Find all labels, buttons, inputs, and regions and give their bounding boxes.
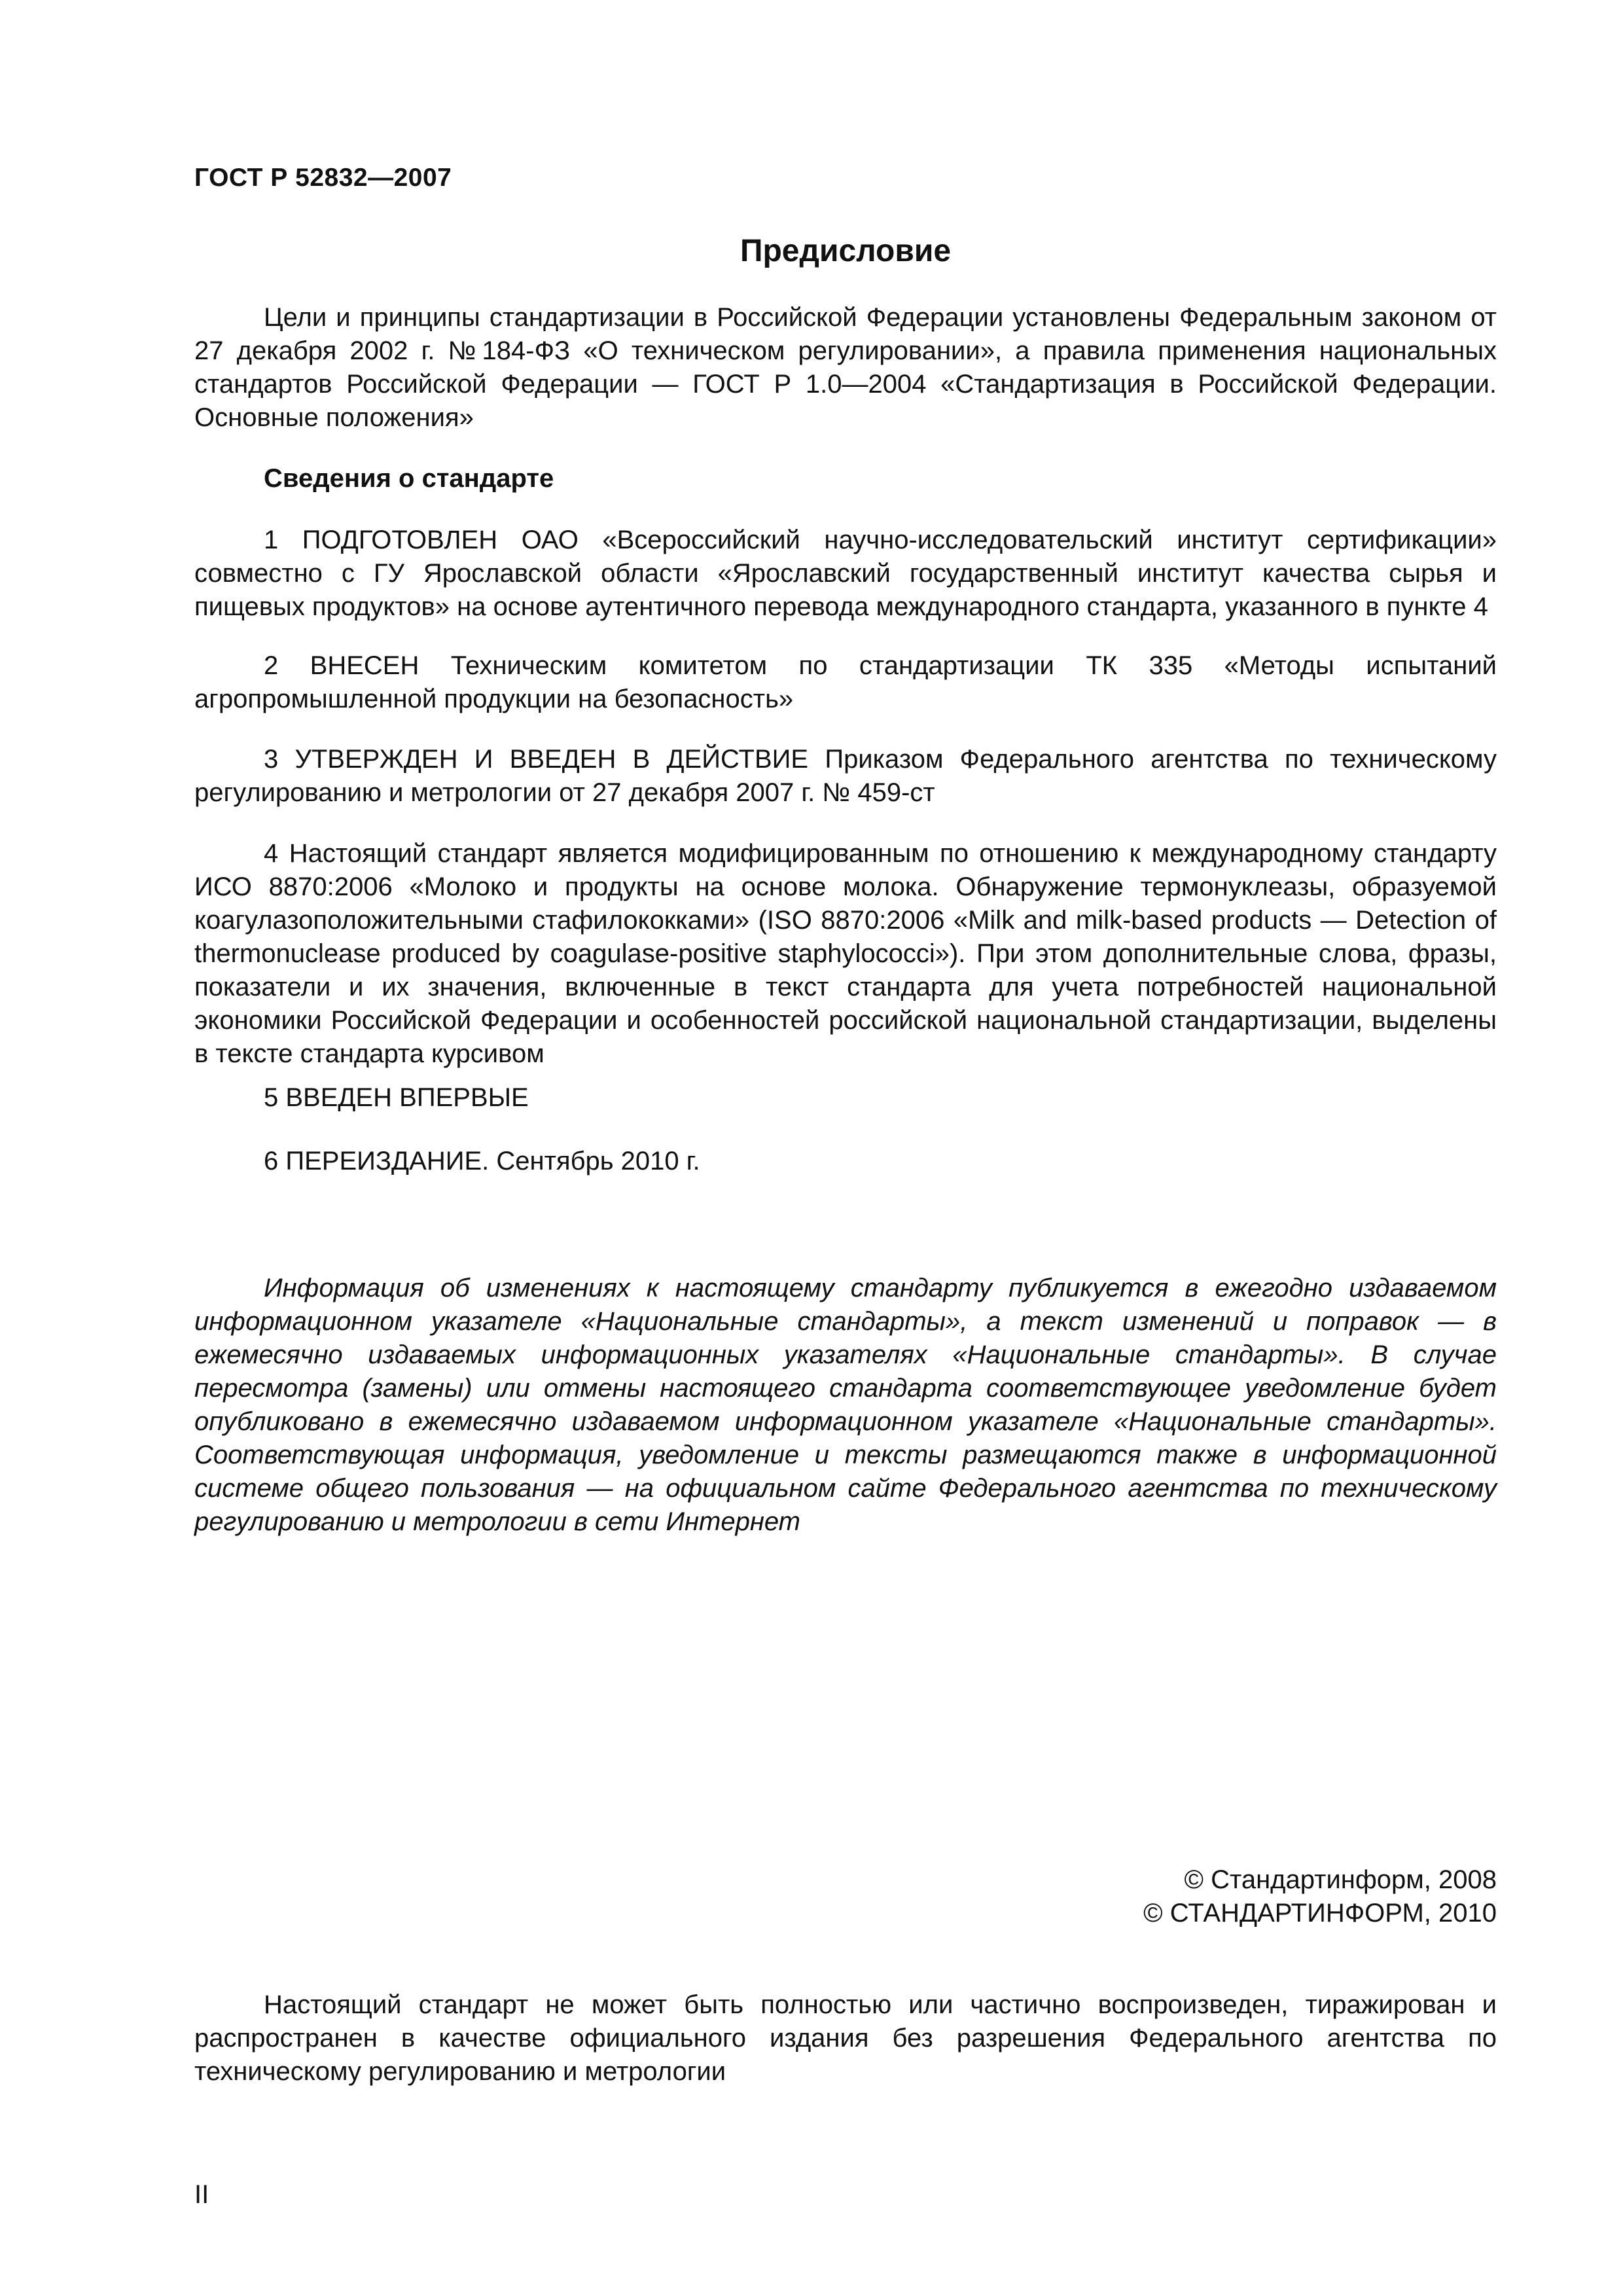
- info-item-2: 2 ВНЕСЕН Техническим комитетом по стандартизации ТК 335 «Методы испытаний агропромышленной продукции на безопасность»: [194, 651, 1497, 713]
- info-item-3: 3 УТВЕРЖДЕН И ВВЕДЕН В ДЕЙСТВИЕ Приказом Федерального агентства по техническому регулированию и метрологии от 27 декабря 2007 г. № 459-ст: [194, 745, 1497, 807]
- page-number: II: [194, 2180, 209, 2209]
- preface-intro-paragraph: Цели и принципы стандартизации в Российской Федерации установлены Федеральным законом от 27 декабря 2002 г. №184-ФЗ «О техническом регулировании», а правила применения национальных стандартов Российской Федерации — ГОСТ Р 1.0—2004 «Стандартизация в Российской Федерации. Основные положения»: [194, 303, 1497, 432]
- document-page: [194, 0, 1497, 2296]
- standard-info-heading: Сведения о стандарте: [264, 464, 554, 493]
- copyright-line-1: © Стандартинформ, 2008: [1184, 1865, 1497, 1894]
- info-item-6: 6 ПЕРЕИЗДАНИЕ. Сентябрь 2010 г.: [264, 1147, 700, 1175]
- document-code: ГОСТ Р 52832—2007: [194, 164, 452, 192]
- page-title: Предисловие: [740, 234, 952, 268]
- copyright-line-2: © СТАНДАРТИНФОРМ, 2010: [1143, 1899, 1497, 1928]
- reproduction-rights-paragraph: Настоящий стандарт не может быть полностью или частично воспроизведен, тиражирован и распространен в качестве официального издания без разрешения Федерального агентства по техническому регулированию и метрологии: [194, 1990, 1497, 2086]
- info-item-5: 5 ВВЕДЕН ВПЕРВЫЕ: [264, 1083, 529, 1112]
- info-item-4: 4 Настоящий стандарт является модифицированным по отношению к международному стандарту ИСО 8870:2006 «Молоко и продукты на основе молока. Обнаружение термонуклеазы, образуемой коагулазоположительными стафилококками» (ISO 8870:2006 «Milk and milk-based products — Detection of thermonuclease produced by coagulase-positive staphylococci»). При этом дополнительные слова, фразы, показатели и их значения, включенные в текст стандарта для учета потребностей национальной экономики Российской Федерации и особенностей российской национальной стандартизации, выделены в тексте стандарта курсивом: [194, 839, 1497, 1068]
- info-item-1: 1 ПОДГОТОВЛЕН ОАО «Всероссийский научно-исследовательский институт сертификации» совместно с ГУ Ярославской области «Ярославский государственный институт качества сырья и пищевых продуктов» на основе аутентичного перевода международного стандарта, указанного в пункте 4: [194, 526, 1497, 621]
- changes-notice-paragraph: Информация об изменениях к настоящему стандарту публикуется в ежегодно издаваемом информационном указателе «Национальные стандарты», а текст изменений и поправок — в ежемесячно издаваемых информационных указателях «Национальные стандарты». В случае пересмотра (замены) или отмены настоящего стандарта соответствующее уведомление будет опубликовано в ежемесячно издаваемом информационном указателе «Национальные стандарты». Соответствующая информация, уведомление и тексты размещаются также в информационной системе общего пользования — на официальном сайте Федерального агентства по техническому регулированию и метрологии в сети Интернет: [194, 1274, 1497, 1536]
